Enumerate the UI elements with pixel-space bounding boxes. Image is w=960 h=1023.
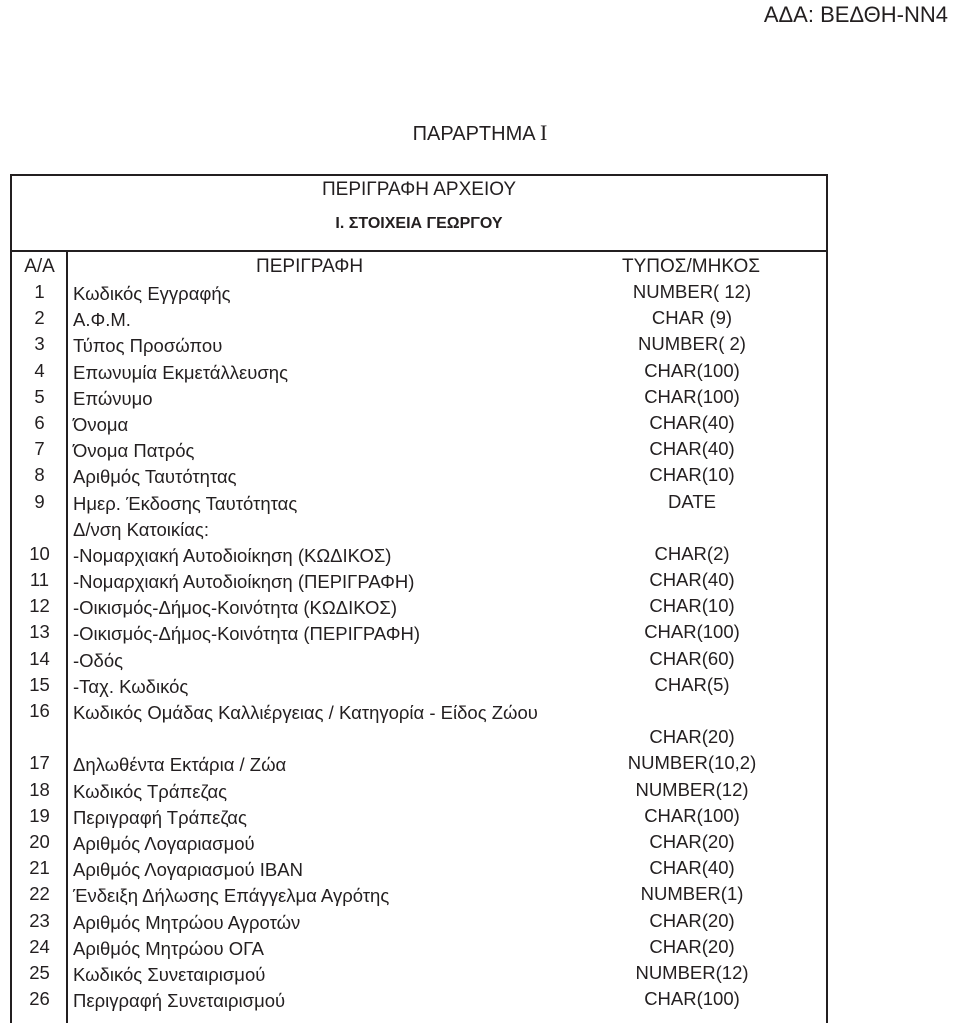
row-type: CHAR(20) [649,726,735,747]
row-type: CHAR(20) [649,935,735,957]
row-type: NUMBER(12) [635,778,749,800]
row-number: 21 [29,857,50,879]
row-description: -Οικισμός-Δήμος-Κοινότητα (ΚΩΔΙΚΟΣ) [73,597,397,619]
row-description: Κωδικός Ομάδας Καλλιέργειας / Κατηγορία - Είδος Ζώου [73,702,538,723]
row-type: CHAR(10) [649,595,735,617]
row-number: 19 [29,804,50,826]
row-description: -Οδός [73,649,124,671]
row-type: CHAR(40) [649,857,735,879]
row-type: CHAR(60) [649,647,735,669]
ada-code: ΑΔΑ: ΒΕΔΘΗ-ΝΝ4 [763,2,948,27]
row-description: Κωδικός Τράπεζας [73,780,228,802]
row-type: NUMBER(12) [635,961,749,983]
table-row [12,383,826,409]
row-number: 13 [29,621,50,643]
table-row [12,409,826,435]
row-number: 1 [34,281,45,302]
row-number: 15 [29,673,50,695]
row-description: Κωδικός Εγγραφής [73,283,231,304]
table-row [12,357,826,383]
table-row [12,304,826,330]
table-row [12,749,826,775]
table-row [12,278,826,304]
row-number: 12 [29,595,50,617]
table-row [12,618,826,644]
row-type: CHAR(40) [649,438,735,460]
row-type: CHAR(40) [649,569,735,591]
row-description: Περιγραφή Συνεταιρισμού [73,990,286,1012]
row-type: NUMBER( 12) [632,281,752,302]
row-number: 24 [29,935,50,957]
row-type: CHAR(100) [644,385,740,407]
table-row [12,854,826,880]
table-row [12,907,826,933]
row-description: Δηλωθέντα Εκτάρια / Ζώα [73,754,287,776]
column-header-num: Α/Α [24,256,55,277]
row-description: Αριθμός Ταυτότητας [73,466,237,488]
row-description: Όνομα Πατρός [73,440,195,462]
row-description: Αριθμός Λογαριασμού [73,832,255,854]
row-description: Ένδειξη Δήλωσης Επάγγελμα Αγρότης [73,885,390,907]
row-number: 23 [29,909,50,931]
table-row [12,802,826,828]
row-description: Επωνυμία Εκμετάλλευσης [73,361,288,383]
table-row [12,985,826,1011]
row-number: 7 [34,438,45,460]
row-type: CHAR(5) [654,673,730,695]
table-row [12,776,826,802]
row-description: -Ταχ. Κωδικός [73,675,189,697]
row-type: CHAR(2) [654,542,730,564]
row-description: Τύπος Προσώπου [73,335,223,357]
row-number: 25 [29,961,50,983]
column-header-description: ΠΕΡΙΓΡΑΦΗ [256,256,364,277]
row-number: 5 [34,385,45,407]
column-header-type: ΤΥΠΟΣ/ΜΗΚΟΣ [622,256,760,277]
row-description: Ημερ. Έκδοσης Ταυτότητας [73,492,298,514]
table-row [12,671,826,697]
row-number: 11 [29,569,50,591]
table-row [12,566,826,592]
table-row [12,933,826,959]
row-number: 8 [34,464,45,486]
row-number: 10 [29,542,50,564]
row-description: Α.Φ.Μ. [73,309,131,331]
row-number: 18 [29,778,50,800]
row-description: Δ/νση Κατοικίας: [73,518,209,540]
row-number: 4 [34,359,45,381]
row-description: -Οικισμός-Δήμος-Κοινότητα (ΠΕΡΙΓΡΑΦΗ) [73,623,420,645]
row-type: NUMBER(1) [640,883,744,905]
row-description: Επώνυμο [73,387,153,409]
row-description: Περιγραφή Τράπεζας [73,806,247,828]
section-title: I. ΣΤΟΙΧΕΙΑ ΓΕΩΡΓΟΥ [335,215,503,232]
row-description: Κωδικός Συνεταιρισμού [73,963,266,985]
table-row [12,828,826,854]
table-body [12,278,826,1011]
row-type: DATE [668,490,716,512]
annex-title-roman: I [540,120,548,145]
table-header-divider [10,250,828,252]
row-number: 9 [34,490,45,512]
table-row [12,697,826,749]
row-type: CHAR(100) [644,359,740,381]
table-row [12,330,826,356]
row-number: 26 [29,988,50,1010]
row-number: 22 [29,883,50,905]
row-number: 2 [34,307,45,329]
table-row [12,461,826,487]
row-type: CHAR (9) [651,307,733,329]
row-description: -Νομαρχιακή Αυτοδιοίκηση (ΠΕΡΙΓΡΑΦΗ) [73,571,415,593]
row-type: CHAR(100) [644,621,740,643]
row-type: CHAR(40) [649,411,735,433]
table-row [12,540,826,566]
annex-title-prefix: ΠΑΡΑΡΤΗΜΑ [412,123,541,145]
table-row [12,645,826,671]
row-type: CHAR(100) [644,804,740,826]
file-title: ΠΕΡΙΓΡΑΦΗ ΑΡΧΕΙΟΥ [321,179,517,200]
row-description: -Νομαρχιακή Αυτοδιοίκηση (ΚΩΔΙΚΟΣ) [73,544,392,566]
row-type: NUMBER( 2) [638,333,746,355]
row-type: CHAR(10) [649,464,735,486]
table-row [12,592,826,618]
annex-title [0,120,960,146]
row-description: Αριθμός Μητρώου ΟΓΑ [73,937,265,959]
row-number: 3 [34,333,45,355]
row-type: CHAR(100) [644,988,740,1010]
row-number: 20 [29,830,50,852]
row-type: NUMBER(10,2) [627,752,757,774]
table-row [12,959,826,985]
row-type: CHAR(20) [649,830,735,852]
row-number: 14 [29,647,50,669]
row-description: Αριθμός Μητρώου Αγροτών [73,911,301,933]
table-row [12,880,826,906]
table-row [12,435,826,461]
row-description: Όνομα [73,413,129,435]
row-type: CHAR(20) [649,909,735,931]
row-number: 17 [29,752,50,774]
row-number: 6 [34,411,45,433]
table-row [12,488,826,514]
row-number: 16 [29,700,50,721]
row-description: Αριθμός Λογαριασμού IBAN [73,859,303,881]
table-row [12,514,826,540]
